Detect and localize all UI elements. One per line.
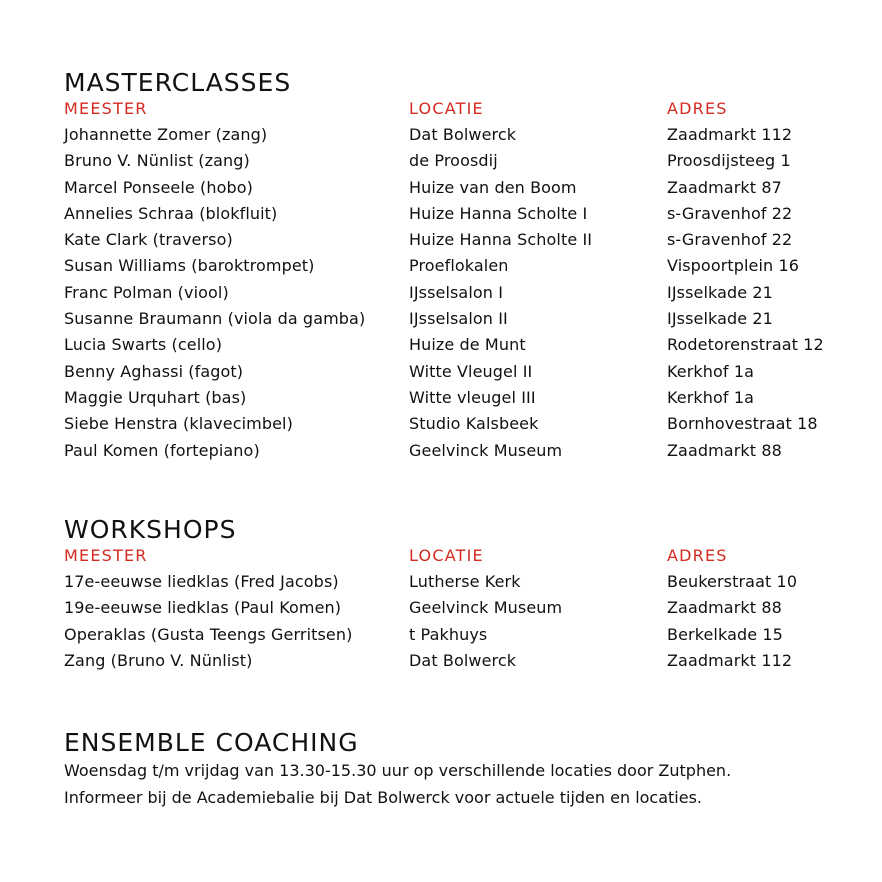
adres-cell: IJsselkade 21 [667,309,773,329]
locatie-cell: IJsselsalon II [409,309,508,329]
ensemble-line-1: Woensdag t/m vrijdag van 13.30-15.30 uur op verschillende locaties door Zutphen. [64,761,732,780]
meester-cell: Marcel Ponseele (hobo) [64,177,253,197]
ensemble-section [64,728,854,811]
table-row [64,306,854,332]
locatie-cell: Huize Hanna Scholte II [409,230,593,250]
header-adres: ADRES [667,99,728,118]
meester-cell: Operaklas (Gusta Teengs Gerritsen) [64,624,353,644]
workshops-header-row [64,545,854,569]
workshops-title: WORKSHOPS [64,515,237,544]
table-row [64,175,854,201]
table-row [64,253,854,279]
locatie-cell: Dat Bolwerck [409,650,517,670]
meester-cell: Susan Williams (baroktrompet) [64,256,315,276]
locatie-cell: Proeflokalen [409,256,509,276]
locatie-cell: Geelvinck Museum [409,598,563,618]
masterclasses-title: MASTERCLASSES [64,68,292,97]
table-row [64,648,854,674]
locatie-cell: Witte Vleugel II [409,361,533,381]
table-row [64,122,854,148]
adres-cell: s-Gravenhof 22 [667,230,793,250]
masterclasses-header-row [64,98,854,122]
adres-cell: Rodetorenstraat 12 [667,335,824,355]
meester-cell: Siebe Henstra (klavecimbel) [64,414,293,434]
meester-cell: 17e-eeuwse liedklas (Fred Jacobs) [64,572,339,591]
header-meester: MEESTER [64,99,148,118]
locatie-cell: de Proosdij [409,151,498,171]
adres-cell: Zaadmarkt 87 [667,177,782,197]
locatie-cell: Geelvinck Museum [409,440,563,460]
table-row [64,595,854,621]
workshops-section [64,515,854,674]
meester-cell: Benny Aghassi (fagot) [64,361,244,381]
adres-cell: Proosdijsteeg 1 [667,151,791,171]
locatie-cell: Huize Hanna Scholte I [409,203,588,223]
ensemble-line-2: Informeer bij de Academiebalie bij Dat Bolwerck voor actuele tijden en locaties. [64,787,703,807]
adres-cell: Zaadmarkt 112 [667,125,793,144]
adres-cell: Zaadmarkt 88 [667,440,782,460]
meester-cell: Annelies Schraa (blokfluit) [64,203,278,223]
locatie-cell: t Pakhuys [409,624,488,644]
header-meester: MEESTER [64,546,148,565]
masterclasses-section [64,68,854,464]
ensemble-title: ENSEMBLE COACHING [64,728,359,757]
header-adres: ADRES [667,546,728,565]
meester-cell: Lucia Swarts (cello) [64,335,223,355]
meester-cell: Bruno V. Nünlist (zang) [64,151,250,171]
meester-cell: Johannette Zomer (zang) [64,125,268,144]
table-row [64,148,854,174]
adres-cell: IJsselkade 21 [667,282,773,302]
table-row [64,332,854,358]
adres-cell: Kerkhof 1a [667,361,755,381]
locatie-cell: Dat Bolwerck [409,125,517,144]
table-row [64,622,854,648]
adres-cell: Kerkhof 1a [667,387,755,407]
workshops-table [64,545,854,674]
meester-cell: Paul Komen (fortepiano) [64,440,260,460]
table-row [64,411,854,437]
masterclasses-table [64,98,854,464]
table-row [64,438,854,464]
locatie-cell: Lutherse Kerk [409,572,521,591]
adres-cell: Bornhovestraat 18 [667,414,818,434]
locatie-cell: Witte vleugel III [409,387,536,407]
meester-cell: Zang (Bruno V. Nünlist) [64,650,253,670]
adres-cell: s-Gravenhof 22 [667,203,793,223]
adres-cell: Vispoortplein 16 [667,256,800,276]
table-row [64,385,854,411]
header-locatie: LOCATIE [409,99,484,118]
table-row [64,227,854,253]
table-row [64,359,854,385]
meester-cell: 19e-eeuwse liedklas (Paul Komen) [64,598,342,618]
adres-cell: Zaadmarkt 88 [667,598,782,618]
meester-cell: Maggie Urquhart (bas) [64,387,247,407]
table-row [64,280,854,306]
locatie-cell: IJsselsalon I [409,282,504,302]
meester-cell: Kate Clark (traverso) [64,230,233,250]
adres-cell: Berkelkade 15 [667,624,783,644]
adres-cell: Beukerstraat 10 [667,572,798,591]
locatie-cell: Huize de Munt [409,335,526,355]
meester-cell: Susanne Braumann (viola da gamba) [64,309,366,329]
header-locatie: LOCATIE [409,546,484,565]
adres-cell: Zaadmarkt 112 [667,650,793,670]
locatie-cell: Huize van den Boom [409,177,577,197]
locatie-cell: Studio Kalsbeek [409,414,539,434]
table-row [64,569,854,595]
table-row [64,201,854,227]
meester-cell: Franc Polman (viool) [64,282,229,302]
